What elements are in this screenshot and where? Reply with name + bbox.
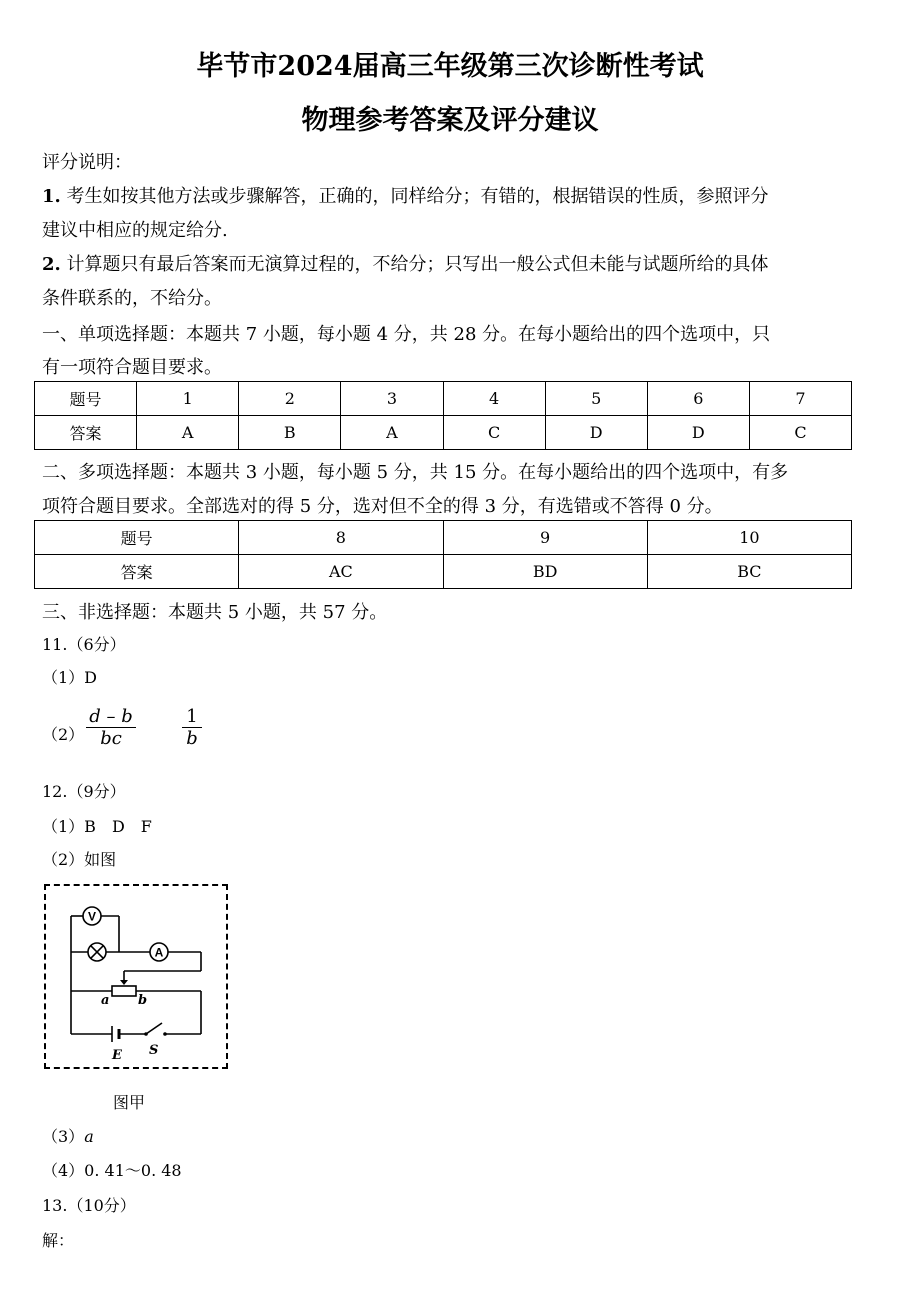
- answer-cell: BC: [647, 555, 851, 589]
- row-label: 题号: [35, 382, 137, 416]
- section-1-heading-cont: 有一项符合题目要求。: [42, 357, 222, 378]
- question-number: 10: [647, 521, 851, 555]
- answer-cell: D: [545, 416, 647, 450]
- battery-label: E: [112, 1048, 122, 1063]
- rheostat-terminal-a: a: [101, 993, 110, 1008]
- page-subtitle: 物理参考答案及评分建议: [301, 105, 599, 136]
- fraction-numerator: 1: [186, 706, 198, 727]
- ammeter: [150, 943, 168, 961]
- answer-cell: BD: [443, 555, 647, 589]
- fraction-1-over-b: [182, 706, 202, 749]
- answer-cell: B: [239, 416, 341, 450]
- fraction-d-minus-b-over-bc: [86, 706, 136, 749]
- scoring-note-2-cont: 条件联系的，不给分。: [42, 288, 222, 309]
- table-row: [35, 416, 852, 450]
- multi-choice-answer-table: [34, 520, 852, 589]
- question-13-header: 13.（10分）: [42, 1196, 136, 1215]
- row-label: 答案: [35, 416, 137, 450]
- rheostat-terminal-b: b: [138, 993, 148, 1008]
- question-12-part-3: [42, 1124, 94, 1147]
- question-number: 2: [239, 382, 341, 416]
- question-13-solution-label: 解：: [42, 1231, 75, 1250]
- part-label: （3）: [42, 1127, 85, 1146]
- single-choice-answer-table: [34, 381, 852, 450]
- question-11-part-1: （1）D: [42, 668, 98, 687]
- scoring-note-1: [42, 182, 769, 208]
- ammeter-label: A: [154, 945, 164, 960]
- question-number: 4: [443, 382, 545, 416]
- figure-caption: 图甲: [113, 1093, 146, 1112]
- voltmeter: [83, 907, 101, 925]
- question-11-header: 11.（6分）: [42, 635, 126, 654]
- answer-cell: C: [443, 416, 545, 450]
- voltmeter-label: V: [87, 909, 97, 924]
- question-number: 8: [239, 521, 443, 555]
- question-11-part-2-label: （2）: [42, 725, 85, 744]
- note-number: 1.: [42, 186, 61, 207]
- note-number: 2.: [42, 254, 61, 275]
- note-text: 考生如按其他方法或步骤解答，正确的，同样给分；有错的，根据错误的性质，参照评分: [60, 186, 769, 207]
- circuit-diagram: [46, 886, 226, 1067]
- switch-label: S: [149, 1043, 159, 1058]
- section-2-heading: 二、多项选择题：本题共 3 小题，每小题 5 分，共 15 分。在每小题给出的四个选项中，有多: [42, 462, 789, 483]
- question-number: 3: [341, 382, 443, 416]
- answer-cell: AC: [239, 555, 443, 589]
- section-1-heading: 一、单项选择题：本题共 7 小题，每小题 4 分，共 28 分。在每小题给出的四个选项中，只: [42, 324, 771, 345]
- scoring-note-2: [42, 250, 769, 276]
- question-12-part-1: （1）B D F: [42, 817, 152, 836]
- section-3-heading: 三、非选择题：本题共 5 小题，共 57 分。: [42, 602, 388, 623]
- page-title: 毕节市2024届高三年级第三次诊断性考试: [196, 51, 704, 82]
- question-number: 1: [137, 382, 239, 416]
- scoring-notes-heading: 评分说明：: [42, 152, 132, 173]
- scoring-note-1-cont: 建议中相应的规定给分.: [42, 220, 228, 241]
- answer-cell: D: [647, 416, 749, 450]
- question-12-part-4: （4）0. 41～0. 48: [42, 1161, 182, 1180]
- table-row: [35, 555, 852, 589]
- question-12-header: 12.（9分）: [42, 782, 126, 801]
- question-number: 5: [545, 382, 647, 416]
- answer-cell: C: [749, 416, 851, 450]
- row-label: 答案: [35, 555, 239, 589]
- table-row: [35, 521, 852, 555]
- fraction-denominator: b: [186, 728, 198, 749]
- fraction-denominator: bc: [100, 728, 122, 749]
- lamp-icon: [88, 943, 106, 961]
- answer-cell: A: [137, 416, 239, 450]
- answer-cell: A: [341, 416, 443, 450]
- section-2-heading-cont: 项符合题目要求。全部选对的得 5 分，选对但不全的得 3 分，有选错或不答得 0 分。: [42, 496, 723, 517]
- table-row: [35, 382, 852, 416]
- row-label: 题号: [35, 521, 239, 555]
- question-number: 7: [749, 382, 851, 416]
- question-number: 6: [647, 382, 749, 416]
- part-answer: a: [84, 1127, 94, 1146]
- fraction-numerator: d – b: [89, 706, 133, 727]
- note-text: 计算题只有最后答案而无演算过程的，不给分；只写出一般公式但未能与试题所给的具体: [60, 254, 769, 275]
- question-number: 9: [443, 521, 647, 555]
- circuit-diagram-frame: [44, 884, 228, 1069]
- question-12-part-2: （2）如图: [42, 850, 117, 869]
